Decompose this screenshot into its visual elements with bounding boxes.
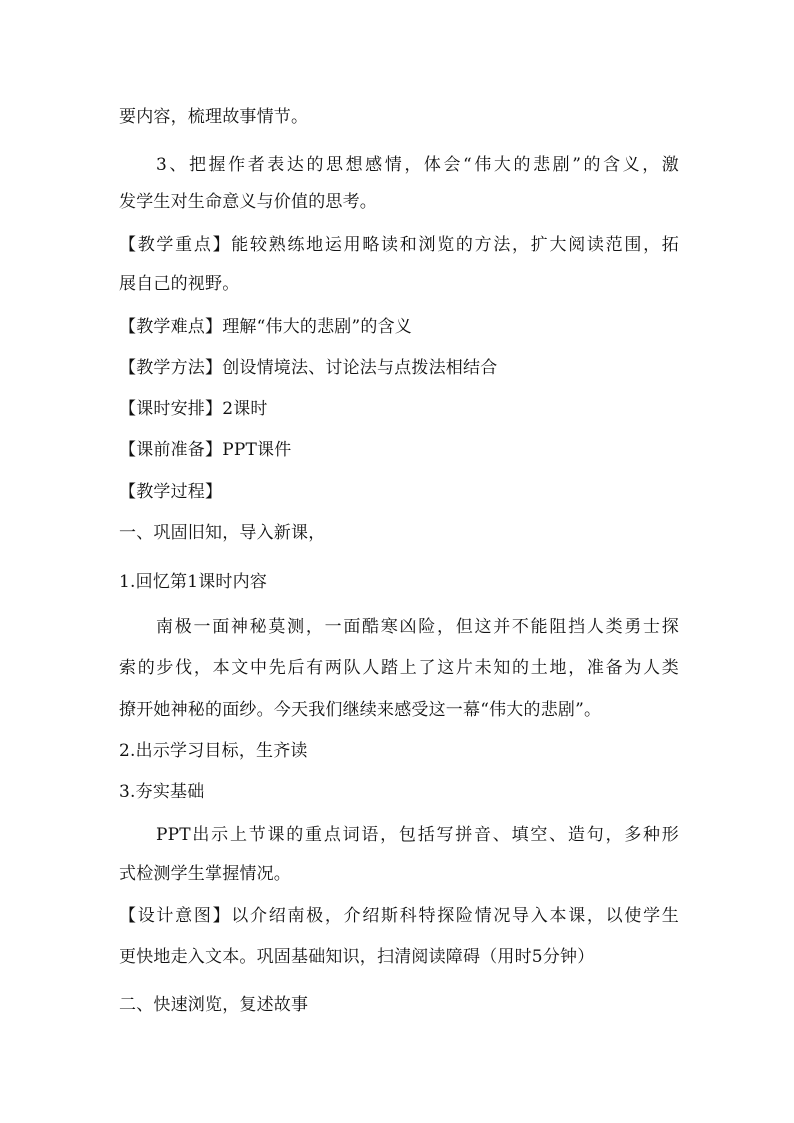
section-one-heading: 一、巩固旧知，导入新课， — [119, 523, 326, 543]
preparation-line: 【课前准备】PPT课件 — [119, 440, 292, 460]
paragraph-line: 索的步伐，本文中先后有两队人踏上了这片未知的土地，准备为人类 — [119, 658, 679, 678]
paragraph-line: 式检测学生掌握情况。 — [119, 864, 291, 884]
design-intent-line: 【设计意图】以介绍南极，介绍斯科特探险情况导入本课，以使学生 — [119, 906, 679, 926]
teaching-focus-line: 【教学重点】能较熟练地运用略读和浏览的方法，扩大阅读范围，拓 — [119, 235, 679, 255]
section-two-heading: 二、快速浏览，复述故事 — [119, 995, 309, 1015]
text-line: 展自己的视野。 — [119, 274, 240, 294]
paragraph-line: 撩开她神秘的面纱。今天我们继续来感受这一幕“伟大的悲剧”。 — [119, 700, 602, 720]
text-line: 发学生对生命意义与价值的思考。 — [119, 192, 377, 212]
paragraph-line: 南极一面神秘莫测，一面酷寒凶险，但这并不能阻挡人类勇士探 — [156, 617, 679, 637]
teaching-difficulty-line: 【教学难点】理解“伟大的悲剧”的含义 — [119, 317, 412, 337]
teaching-process-heading: 【教学过程】 — [119, 482, 223, 502]
step-3-line: 3.夯实基础 — [119, 782, 205, 802]
step-2-line: 2.出示学习目标，生齐读 — [119, 741, 308, 761]
teaching-method-line: 【教学方法】创设情境法、讨论法与点拨法相结合 — [119, 358, 498, 378]
text-line: 要内容，梳理故事情节。 — [119, 107, 309, 127]
design-intent-line: 更快地走入文本。巩固基础知识，扫清阅读障碍（用时5分钟） — [119, 947, 595, 967]
paragraph-line: PPT出示上节课的重点词语，包括写拼音、填空、造句，多种形 — [156, 825, 679, 845]
step-1-line: 1.回忆第1课时内容 — [119, 572, 268, 592]
objective-3-line: 3、把握作者表达的思想感情，体会“伟大的悲剧”的含义，激 — [156, 155, 679, 175]
class-hours-line: 【课时安排】2课时 — [119, 399, 268, 419]
